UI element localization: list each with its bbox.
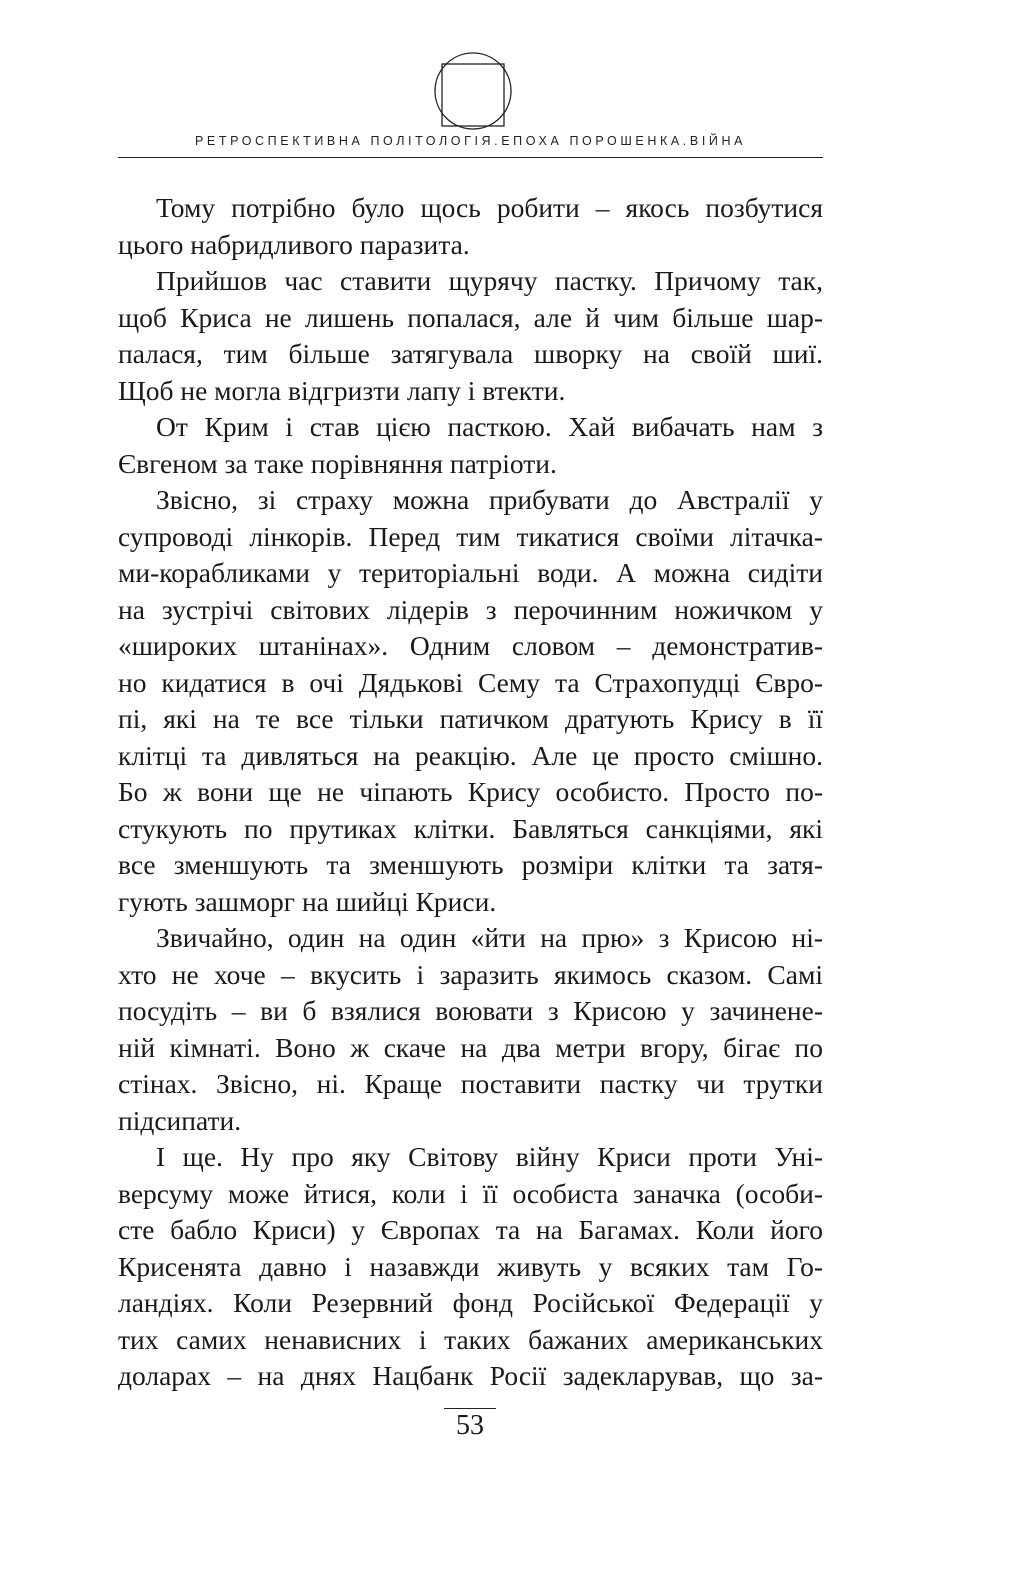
text-line: Бо ж вони ще не чіпають Крису особисто. Просто по-: [118, 776, 823, 807]
text-line: Щоб не могла відгризти лапу і втекти.: [118, 374, 566, 406]
text-line: клітці та дивляться на реакцію. Але це просто смішно.: [118, 739, 823, 771]
text-line: цього набридливого паразита.: [118, 228, 470, 260]
text-line: супроводі лінкорів. Перед тим тикатися своїми літачка-: [118, 520, 823, 552]
running-header-title: РЕТРОСПЕКТИВНА ПОЛІТОЛОГІЯ.ЕПОХА ПОРОШЕНКА.ВІЙНА: [194, 134, 747, 148]
text-line: стінах. Звісно, ні. Краще поставити пастку чи трутки: [118, 1068, 823, 1099]
header-divider: [118, 157, 823, 158]
text-line: посудіть – ви б взялися воювати з Крисою у зачинене-: [118, 995, 823, 1026]
text-line: на зустрічі світових лідерів з перочинним ножичком у: [118, 593, 823, 625]
text-line: стукують по прутиках клітки. Бавляться санкціями, які: [118, 812, 823, 844]
text-line: Звичайно, один на один «йти на прю» з Крисою ні-: [156, 922, 823, 953]
text-line: І ще. Ну про яку Світову війну Криси проти Уні-: [156, 1141, 823, 1172]
text-line: сте бабло Криси) у Європах та на Багамах. Коли його: [118, 1214, 823, 1245]
circle-square-emblem-icon: [432, 50, 514, 132]
text-line: ландіях. Коли Резервний фонд Російської Федерації у: [118, 1287, 823, 1318]
text-line: тих самих ненависних і таких бажаних американських: [118, 1323, 823, 1355]
text-line: ній кімнаті. Воно ж скаче на два метри вгору, бігає по: [118, 1031, 823, 1063]
text-line: підсипати.: [118, 1104, 242, 1136]
page-number: 53: [456, 1410, 484, 1441]
text-line: Крисенята давно і назавжди живуть у всяких там Го-: [118, 1250, 823, 1282]
text-line: «широких штанінах». Одним словом – демонстратив-: [118, 630, 823, 661]
text-line: версуму може йтися, коли і її особиста заначка (особи-: [118, 1177, 823, 1209]
text-line: Звісно, зі страху можна прибувати до Австралії у: [156, 484, 823, 515]
text-line: палася, тим більше затягувала шворку на своїй шиї.: [118, 338, 823, 369]
text-line: Євгеном за таке порівняння патріоти.: [118, 447, 557, 479]
text-line: щоб Криса не лишень попалася, але й чим більше шар-: [118, 301, 823, 333]
body-text: [118, 190, 823, 1395]
text-line: Прийшов час ставити щурячу пастку. Причому так,: [156, 265, 823, 296]
text-line: гують зашморг на шийці Криси.: [118, 885, 497, 917]
text-line: все зменшують та зменшують розміри клітки та затя-: [118, 849, 823, 880]
text-line: От Крим і став цією пасткою. Хай вибачать нам з: [156, 411, 823, 442]
text-line: пі, які на те все тільки патичком дратують Крису в її: [118, 703, 823, 734]
text-line: но кидатися в очі Дядькові Сему та Страхопудці Євро-: [118, 666, 823, 698]
text-line: Тому потрібно було щось робити – якось позбутися: [156, 192, 823, 223]
text-line: доларах – на днях Нацбанк Росії задекларував, що за-: [118, 1360, 823, 1391]
text-line: хто не хоче – вкусить і заразить якимось сказом. Самі: [118, 958, 823, 990]
text-line: ми-корабликами у територіальні води. А можна сидіти: [118, 557, 823, 588]
